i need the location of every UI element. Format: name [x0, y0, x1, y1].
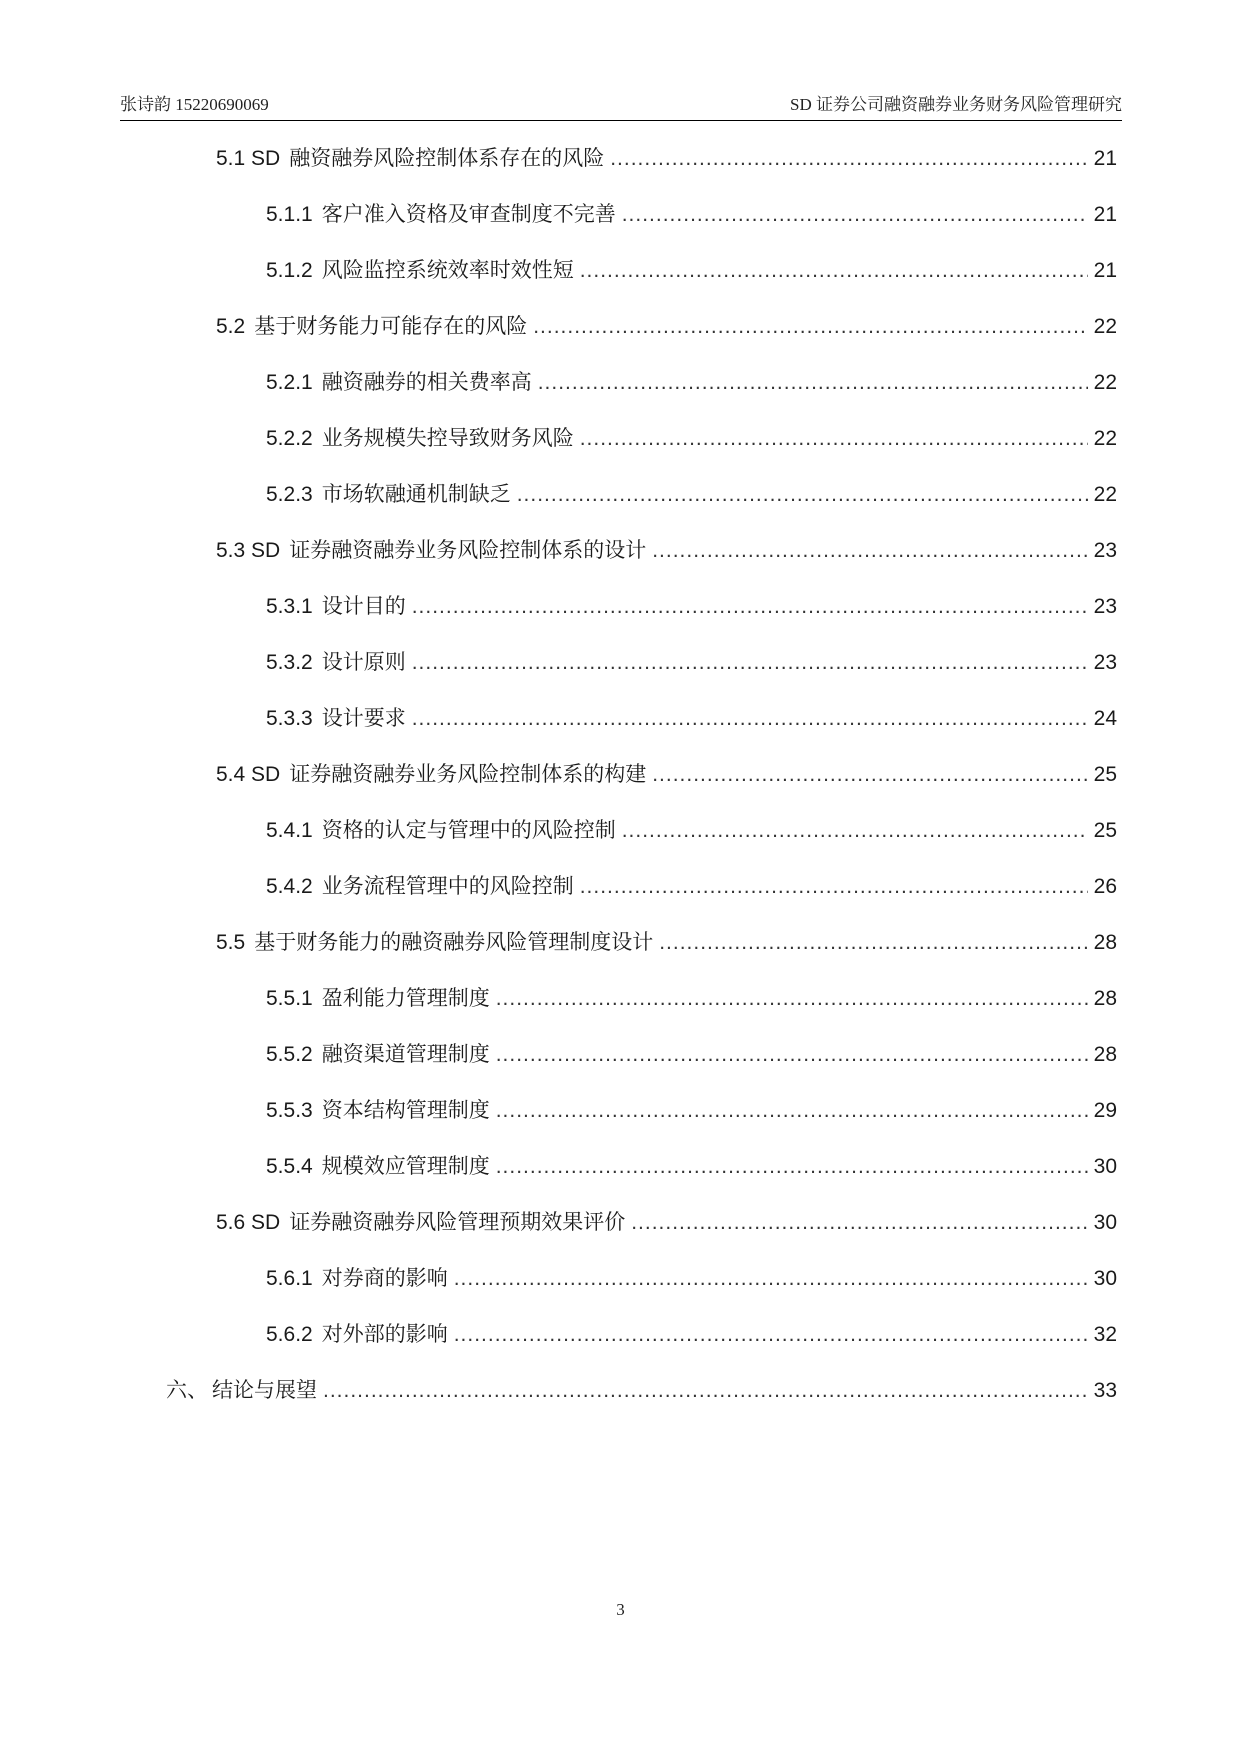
toc-dot-leader: [412, 590, 1088, 624]
toc-entry-title: 设计原则: [321, 651, 406, 674]
toc-entry-title: 融资融券的相关费率高: [321, 371, 532, 394]
toc-dot-leader: [533, 310, 1088, 344]
toc-entry-title: 业务流程管理中的风险控制: [321, 875, 574, 898]
toc-entry-title: 资本结构管理制度: [321, 1099, 490, 1122]
toc-entry[interactable]: [0, 1318, 1241, 1352]
toc-entry-number: 5.3.2: [266, 651, 313, 674]
toc-entry-title: 业务规模失控导致财务风险: [321, 427, 574, 450]
toc-entry-number: 5.2.2: [266, 427, 313, 450]
toc-entry-title: 盈利能力管理制度: [321, 987, 490, 1010]
toc-entry-page: 24: [1093, 707, 1117, 730]
toc-dot-leader: [454, 1262, 1088, 1296]
toc-entry-page: 25: [1093, 763, 1117, 786]
toc-dot-leader: [496, 1094, 1088, 1128]
toc-entry[interactable]: [0, 870, 1241, 904]
toc-entry-number: 5.2: [216, 315, 246, 338]
toc-entry[interactable]: [0, 1206, 1241, 1240]
toc-entry[interactable]: [0, 534, 1241, 568]
toc-entry-page: 30: [1093, 1267, 1117, 1290]
page-header: [120, 90, 1122, 116]
toc-entry-title: 结论与展望: [212, 1379, 317, 1402]
toc-entry[interactable]: [0, 366, 1241, 400]
toc-entry-title: 证券融资融券风险管理预期效果评价: [289, 1211, 626, 1234]
toc-entry-page: 23: [1093, 595, 1117, 618]
toc-entry[interactable]: [0, 422, 1241, 456]
header-author: 张诗韵 15220690069: [120, 95, 269, 114]
toc-entry-number: 5.2.3: [266, 483, 313, 506]
toc-entry-number: 5.6.1: [266, 1267, 313, 1290]
toc-entry-number: 5.5: [216, 931, 246, 954]
toc-entry-number: 5.2.1: [266, 371, 313, 394]
toc-entry-page: 30: [1093, 1211, 1117, 1234]
toc-entry-page: 22: [1093, 427, 1117, 450]
toc-dot-leader: [496, 1038, 1088, 1072]
toc-entry-number: 5.6 SD: [216, 1211, 281, 1234]
toc-entry-page: 21: [1093, 203, 1117, 226]
toc-entry-number: 5.1 SD: [216, 147, 281, 170]
toc-entry-number: 5.6.2: [266, 1323, 313, 1346]
toc-entry[interactable]: [0, 310, 1241, 344]
toc-dot-leader: [517, 478, 1088, 512]
toc-entry-page: 21: [1093, 147, 1117, 170]
toc-entry-number: 5.1.1: [266, 203, 313, 226]
toc-entry-number: 5.3.3: [266, 707, 313, 730]
toc-dot-leader: [496, 982, 1088, 1016]
toc-entry[interactable]: [0, 1150, 1241, 1184]
toc-dot-leader: [610, 142, 1088, 176]
toc-entry[interactable]: [0, 758, 1241, 792]
toc-dot-leader: [323, 1374, 1088, 1408]
toc-entry-title: 资格的认定与管理中的风险控制: [321, 819, 616, 842]
toc-entry-number: 5.5.1: [266, 987, 313, 1010]
toc-entry[interactable]: [0, 1094, 1241, 1128]
toc-entry-page: 22: [1093, 315, 1117, 338]
toc-dot-leader: [622, 814, 1088, 848]
toc-entry[interactable]: [0, 142, 1241, 176]
toc-entry-number: 5.3.1: [266, 595, 313, 618]
toc-entry-title: 规模效应管理制度: [321, 1155, 490, 1178]
toc-entry-page: 23: [1093, 651, 1117, 674]
toc-entry-page: 22: [1093, 371, 1117, 394]
toc-dot-leader: [538, 366, 1088, 400]
toc-entry[interactable]: [0, 814, 1241, 848]
toc-entry-title: 设计目的: [321, 595, 406, 618]
toc-entry-page: 28: [1093, 987, 1117, 1010]
toc-entry[interactable]: [0, 646, 1241, 680]
toc-dot-leader: [580, 422, 1088, 456]
toc-entry-title: 客户准入资格及审查制度不完善: [321, 203, 616, 226]
toc-dot-leader: [412, 702, 1088, 736]
toc-entry[interactable]: [0, 254, 1241, 288]
toc-entry-title: 融资融券风险控制体系存在的风险: [289, 147, 605, 170]
toc-entry-title: 设计要求: [321, 707, 406, 730]
header-document-title: SD 证券公司融资融券业务财务风险管理研究: [790, 95, 1122, 114]
toc-entry[interactable]: [0, 702, 1241, 736]
toc-dot-leader: [659, 926, 1088, 960]
toc-entry-title: 基于财务能力的融资融券风险管理制度设计: [254, 931, 654, 954]
toc-entry-title: 对券商的影响: [321, 1267, 448, 1290]
toc-dot-leader: [622, 198, 1088, 232]
toc-dot-leader: [652, 758, 1088, 792]
toc-entry-page: 22: [1093, 483, 1117, 506]
toc-entry-number: 5.5.3: [266, 1099, 313, 1122]
toc-entry-page: 28: [1093, 931, 1117, 954]
toc-dot-leader: [454, 1318, 1088, 1352]
toc-dot-leader: [652, 534, 1088, 568]
toc-entry-number: 5.3 SD: [216, 539, 281, 562]
toc-entry-page: 33: [1093, 1379, 1117, 1402]
toc-entry-page: 23: [1093, 539, 1117, 562]
toc-entry-number: 5.4.1: [266, 819, 313, 842]
toc-entry[interactable]: [0, 478, 1241, 512]
toc-dot-leader: [580, 254, 1088, 288]
toc-entry-number: 5.4.2: [266, 875, 313, 898]
toc-entry-title: 基于财务能力可能存在的风险: [254, 315, 528, 338]
toc-entry-title: 证券融资融券业务风险控制体系的构建: [289, 763, 647, 786]
toc-entry-page: 25: [1093, 819, 1117, 842]
header-divider: [120, 120, 1122, 121]
toc-entry[interactable]: [0, 1262, 1241, 1296]
toc-entry-title: 对外部的影响: [321, 1323, 448, 1346]
toc-entry-number: 5.4 SD: [216, 763, 281, 786]
toc-entry-title: 风险监控系统效率时效性短: [321, 259, 574, 282]
toc-entry-number: 5.5.4: [266, 1155, 313, 1178]
toc-entry-page: 21: [1093, 259, 1117, 282]
page-number: 3: [616, 1600, 625, 1619]
toc-entry-title: 市场软融通机制缺乏: [321, 483, 511, 506]
toc-dot-leader: [631, 1206, 1088, 1240]
toc-entry-title: 融资渠道管理制度: [321, 1043, 490, 1066]
toc-entry[interactable]: [0, 198, 1241, 232]
toc-entry[interactable]: [0, 982, 1241, 1016]
toc-entry[interactable]: [0, 590, 1241, 624]
toc-dot-leader: [496, 1150, 1088, 1184]
toc-entry-page: 30: [1093, 1155, 1117, 1178]
toc-entry-page: 29: [1093, 1099, 1117, 1122]
toc-entry-number: 5.5.2: [266, 1043, 313, 1066]
toc-dot-leader: [580, 870, 1088, 904]
toc-entry-page: 26: [1093, 875, 1117, 898]
toc-entry-page: 32: [1093, 1323, 1117, 1346]
toc-entry[interactable]: [0, 1374, 1241, 1408]
toc-dot-leader: [412, 646, 1088, 680]
toc-entry[interactable]: [0, 1038, 1241, 1072]
toc-entry-number: 六、: [166, 1379, 208, 1402]
toc-entry[interactable]: [0, 926, 1241, 960]
toc-entry-page: 28: [1093, 1043, 1117, 1066]
toc-entry-title: 证券融资融券业务风险控制体系的设计: [289, 539, 647, 562]
toc-entry-number: 5.1.2: [266, 259, 313, 282]
